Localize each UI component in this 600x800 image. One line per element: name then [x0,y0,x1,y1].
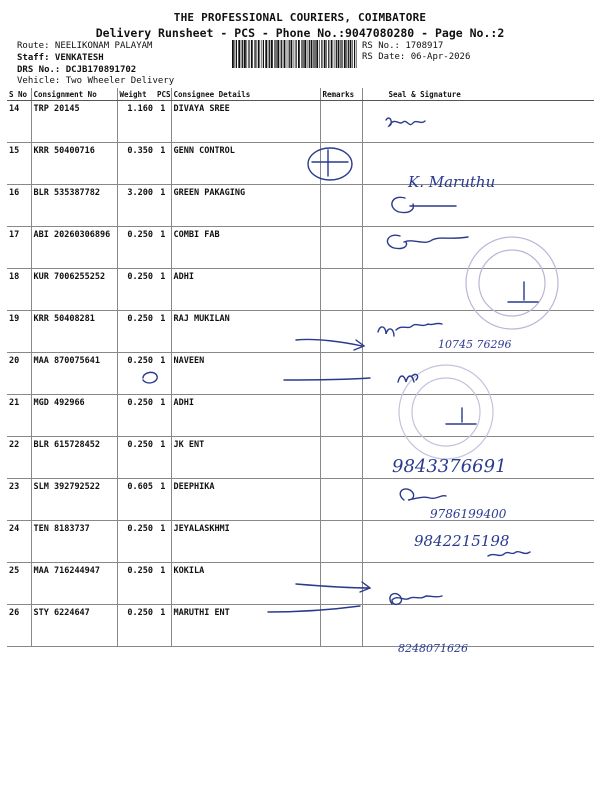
company-title: THE PROFESSIONAL COURIERS, COIMBATORE [173,11,427,24]
barcode-bar [242,40,243,68]
barcode-bar [314,40,315,68]
barcode-bar [268,40,269,68]
cell-consignment: BLR 615728452 [31,437,117,479]
barcode-bar [348,40,349,68]
header-pcs: PCS [157,89,171,99]
cell-sno: 25 [7,563,31,605]
cell-consignment: ABI 20260306896 [31,227,117,269]
cell-remarks [320,521,362,563]
table-row [7,395,594,437]
barcode-bar [357,40,358,68]
table-row [7,479,594,521]
cell-consignee: RAJ MUKILAN [171,311,320,353]
barcode-bar [291,40,293,68]
barcode-bar [307,40,308,68]
barcode-bar [287,40,288,68]
barcode-bar [331,40,333,68]
cell-seal [362,269,594,311]
cell-seal [362,227,594,269]
barcode-bar [251,40,253,68]
barcode-bar [274,40,275,68]
cell-remarks [320,479,362,521]
cell-consignment: TEN 8183737 [31,521,117,563]
barcode-bar [352,40,353,68]
barcode-bar [354,40,355,68]
cell-pcs: 1 [155,185,171,227]
barcode-bar [334,40,335,68]
rs-number: RS No.: 1708917 [362,41,444,51]
cell-remarks [320,563,362,605]
cell-pcs: 1 [155,101,171,143]
cell-pcs: 1 [155,311,171,353]
barcode-bar [301,40,302,68]
barcode-bar [238,40,240,68]
cell-consignee: MARUTHI ENT [171,605,320,647]
table-row [7,563,594,605]
barcode-bar [281,40,282,68]
cell-pcs: 1 [155,227,171,269]
cell-seal [362,353,594,395]
table-row [7,437,594,479]
cell-sno: 23 [7,479,31,521]
barcode-bar [309,40,310,68]
cell-remarks [320,185,362,227]
header-weight: Weight [117,88,155,101]
staff-label: Staff: VENKATESH [17,53,104,63]
cell-seal [362,185,594,227]
cell-pcs: 1 [155,437,171,479]
cell-seal [362,101,594,143]
header-sno: S No [7,88,31,101]
barcode-bar [324,40,326,68]
barcode-bar [254,40,255,68]
cell-sno: 15 [7,143,31,185]
cell-consignee: COMBI FAB [171,227,320,269]
cell-remarks [320,437,362,479]
barcode-bar [294,40,295,68]
cell-pcs: 1 [155,479,171,521]
header-consignment: Consignment No [31,88,117,101]
barcode [232,40,357,68]
cell-weight: 0.250 [117,227,155,269]
header-consignee: Consignee Details [171,88,320,101]
cell-consignee: JK ENT [171,437,320,479]
header-seal: Seal & Signature [362,88,594,101]
rs-date: RS Date: 06-Apr-2026 [362,52,471,62]
cell-seal [362,437,594,479]
cell-sno: 20 [7,353,31,395]
cell-consignment: MAA 716244947 [31,563,117,605]
handwriting-k-name: K. Maruthu [408,173,496,191]
barcode-bar [261,40,262,68]
barcode-bar [255,40,256,68]
cell-weight: 0.250 [117,563,155,605]
barcode-bar [263,40,264,68]
cell-weight: 3.200 [117,185,155,227]
cell-consignment: MAA 870075641 [31,353,117,395]
vehicle-label: Vehicle: Two Wheeler Delivery [17,76,175,86]
cell-consignment: STY 6224647 [31,605,117,647]
barcode-bar [326,40,327,68]
route-label: Route: NEELIKONAM PALAYAM [17,41,153,51]
cell-consignment: MGD 492966 [31,395,117,437]
barcode-bar [247,40,248,68]
cell-consignment: BLR 535387782 [31,185,117,227]
cell-seal [362,143,594,185]
barcode-bar [344,40,346,68]
barcode-bar [269,40,270,68]
cell-consignee: KOKILA [171,563,320,605]
barcode-bar [277,40,279,68]
cell-weight: 0.250 [117,521,155,563]
table-row [7,185,594,227]
barcode-bar [284,40,286,68]
table-header-row [7,88,594,101]
barcode-bar [289,40,290,68]
cell-sno: 22 [7,437,31,479]
cell-remarks [320,101,362,143]
cell-sno: 16 [7,185,31,227]
cell-sno: 21 [7,395,31,437]
barcode-bar [311,40,313,68]
cell-pcs: 1 [155,605,171,647]
cell-weight: 1.160 [117,101,155,143]
cell-consignee: ADHI [171,269,320,311]
table-row [7,605,594,647]
barcode-bar [236,40,237,68]
cell-weight: 0.605 [117,479,155,521]
barcode-bar [298,40,300,68]
cell-seal [362,521,594,563]
cell-remarks [320,353,362,395]
cell-consignee: DIVAYA SREE [171,101,320,143]
header-remarks: Remarks [320,88,362,101]
cell-seal [362,311,594,353]
cell-weight: 0.250 [117,605,155,647]
cell-sno: 26 [7,605,31,647]
cell-seal [362,395,594,437]
barcode-bar [280,40,281,68]
barcode-bar [319,40,320,68]
handwriting-phone-22: 9843376691 [392,456,507,477]
barcode-bar [340,40,341,68]
cell-consignee: GREEN PAKAGING [171,185,320,227]
barcode-bar [248,40,249,68]
barcode-bar [321,40,322,68]
barcode-bar [336,40,337,68]
cell-consignment: KRR 50408281 [31,311,117,353]
barcode-bar [313,40,314,68]
cell-pcs: 1 [155,269,171,311]
table-row [7,143,594,185]
cell-weight: 0.250 [117,395,155,437]
cell-consignee: JEYALASKHMI [171,521,320,563]
table-row [7,269,594,311]
cell-consignee: ADHI [171,395,320,437]
cell-seal [362,605,594,647]
cell-seal [362,563,594,605]
cell-sno: 18 [7,269,31,311]
barcode-bar [316,40,318,68]
barcode-bar [271,40,273,68]
cell-consignment: SLM 392792522 [31,479,117,521]
cell-remarks [320,605,362,647]
cell-remarks [320,395,362,437]
cell-pcs: 1 [155,395,171,437]
barcode-bar [296,40,297,68]
cell-weight: 0.350 [117,143,155,185]
handwriting-phone-23: 9786199400 [430,507,507,521]
cell-weight: 0.250 [117,311,155,353]
barcode-bar [302,40,303,68]
cell-remarks [320,143,362,185]
cell-sno: 24 [7,521,31,563]
barcode-bar [235,40,236,68]
cell-sno: 14 [7,101,31,143]
table-row [7,311,594,353]
barcode-bar [258,40,260,68]
cell-pcs: 1 [155,353,171,395]
runsheet-subtitle: Delivery Runsheet - PCS - Phone No.:9047080280 - Page No.:2 [95,26,505,40]
cell-remarks [320,269,362,311]
drs-number: DRS No.: DCJB170891702 [17,65,137,75]
barcode-bar [275,40,276,68]
cell-pcs: 1 [155,563,171,605]
cell-remarks [320,311,362,353]
cell-weight: 0.250 [117,353,155,395]
barcode-bar [241,40,242,68]
table-row [7,353,594,395]
cell-pcs: 1 [155,521,171,563]
barcode-bar [232,40,234,68]
cell-remarks [320,227,362,269]
cell-pcs: 1 [155,143,171,185]
cell-seal [362,479,594,521]
handwriting-phone-26: 8248071626 [398,642,468,655]
barcode-bar [265,40,267,68]
table-row [7,227,594,269]
cell-sno: 17 [7,227,31,269]
cell-consignee: NAVEEN [171,353,320,395]
barcode-bar [346,40,347,68]
barcode-bar [304,40,306,68]
handwriting-phone-19: 10745 76296 [438,338,512,351]
cell-consignment: TRP 20145 [31,101,117,143]
table-row [7,101,594,143]
cell-weight: 0.250 [117,437,155,479]
runsheet-table [7,88,594,647]
handwriting-phone-24: 9842215198 [414,532,510,550]
cell-consignee: GENN CONTROL [171,143,320,185]
cell-sno: 19 [7,311,31,353]
barcode-bar [328,40,329,68]
barcode-bar [350,40,352,68]
barcode-bar [338,40,340,68]
cell-weight: 0.250 [117,269,155,311]
cell-consignment: KRR 50400716 [31,143,117,185]
barcode-bar [244,40,246,68]
barcode-bar [341,40,342,68]
cell-consignment: KUR 7006255252 [31,269,117,311]
cell-consignee: DEEPHIKA [171,479,320,521]
table-row [7,521,594,563]
